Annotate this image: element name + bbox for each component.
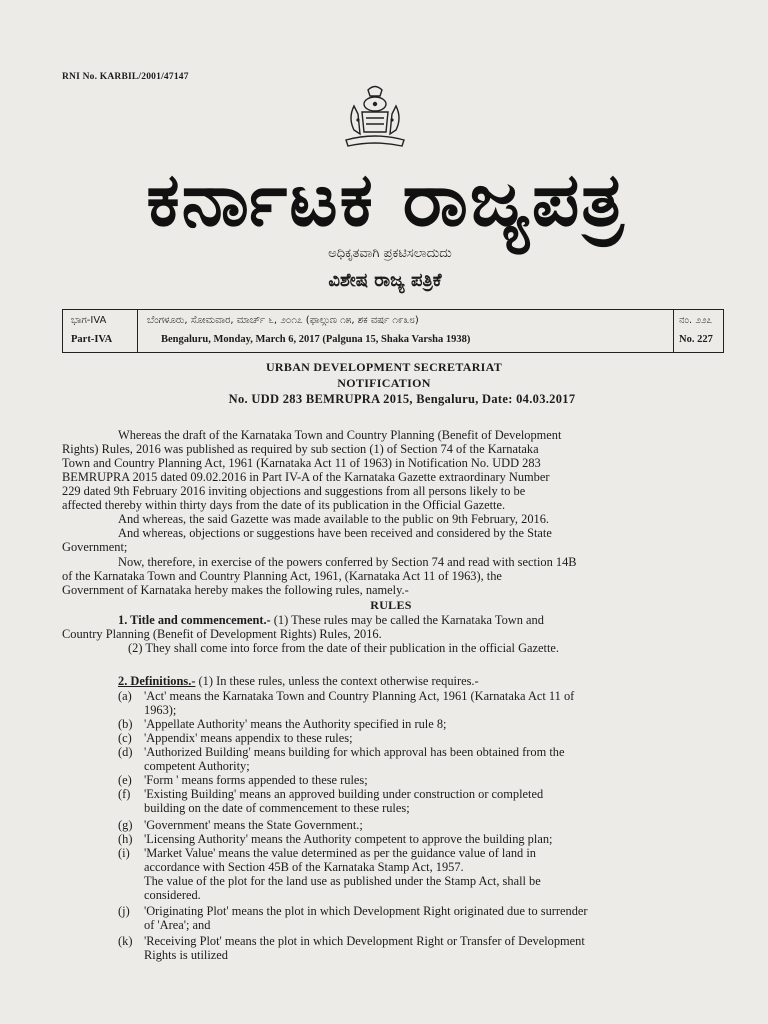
definition-marker: (e) (118, 773, 132, 787)
notification-heading: NOTIFICATION (337, 376, 431, 390)
preamble-line: of the Karnataka Town and Country Planning Act, 1961, (Karnataka Act 11 of 1963), the (62, 569, 502, 583)
gazette-subtitle: ಅಧಿಕೃತವಾಗಿ ಪ್ರಕಟಿಸಲಾದುದು (328, 246, 452, 261)
definition-text: considered. (144, 888, 201, 902)
department-heading: URBAN DEVELOPMENT SECRETARIAT (265, 360, 503, 374)
preamble-line: Government of Karnataka hereby makes the following rules, namely.- (62, 583, 409, 597)
definition-marker: (h) (118, 832, 133, 846)
preamble-line: Whereas the draft of the Karnataka Town and Country Planning (Benefit of Development (118, 428, 562, 442)
definition-text: Rights is utilized (144, 948, 228, 962)
definition-text: 'Existing Building' means an approved building under construction or completed (144, 787, 544, 801)
part-english: Part-IVA (71, 334, 113, 345)
definition-text: of 'Area'; and (144, 918, 211, 932)
rule-2-title: 2. Definitions.- (118, 674, 196, 688)
definition-text: 'Appellate Authority' means the Authority specified in rule 8; (144, 717, 447, 731)
definition-marker: (i) (118, 846, 130, 860)
rule-1-text: (1) These rules may be called the Karnataka Town and (270, 613, 544, 627)
definition-text: 'Appendix' means appendix to these rules; (144, 731, 353, 745)
preamble-line: affected thereby within thirty days from the date of its publication in the Official Gazette. (62, 498, 506, 512)
definition-text: competent Authority; (144, 759, 250, 773)
preamble-line: Now, therefore, in exercise of the powers conferred by Section 74 and read with section 14B (118, 555, 577, 569)
definition-text: 'Receiving Plot' means the plot in which Development Right or Transfer of Development (144, 934, 585, 948)
rule-1-line: Country Planning (Benefit of Development Rights) Rules, 2016. (62, 627, 382, 641)
gazette-title: ಕರ್ನಾಟಕ ರಾಜ್ಯಪತ್ರ (146, 157, 626, 243)
date-english: Bengaluru, Monday, March 6, 2017 (Palguna 15, Shaka Varsha 1938) (161, 334, 471, 345)
definition-marker: (a) (118, 689, 132, 703)
part-cell (63, 310, 138, 352)
date-kannada: ಬೆಂಗಳೂರು, ಸೋಮವಾರ, ಮಾರ್ಚ್ ೬, ೨೦೧೭ (ಫಾಲ್ಗುಣ ೧೫, ಶಕ ವರ್ಷ ೧೯೩೮) (147, 315, 419, 326)
rule-1-title-line (118, 613, 544, 627)
definition-text: accordance with Section 45B of the Karnataka Stamp Act, 1957. (144, 860, 464, 874)
gazette-subtitle-2: ವಿಶೇಷ ರಾಜ್ಯ ಪತ್ರಿಕೆ (328, 270, 442, 291)
number-kannada: ನಂ. ೨೨೭ (679, 315, 713, 326)
definition-marker: (d) (118, 745, 133, 759)
definition-text: 'Originating Plot' means the plot in which Development Right originated due to surrender (144, 904, 588, 918)
state-emblem-icon (340, 84, 410, 150)
definition-marker: (f) (118, 787, 131, 801)
definition-marker: (k) (118, 934, 133, 948)
rules-heading: RULES (370, 598, 412, 612)
definition-text: 'Government' means the State Government.; (144, 818, 363, 832)
definition-text: 1963); (144, 703, 177, 717)
definition-marker: (c) (118, 731, 132, 745)
definition-text: 'Licensing Authority' means the Authority competent to approve the building plan; (144, 832, 553, 846)
number-cell (675, 310, 723, 352)
preamble-line: BEMRUPRA 2015 dated 09.02.2016 in Part IV-A of the Karnataka Gazette extraordinary Number (62, 470, 550, 484)
rni-number: RNI No. KARBIL/2001/47147 (62, 72, 189, 82)
preamble-line: And whereas, objections or suggestions have been received and considered by the State (118, 526, 552, 540)
rule-2-title-line (118, 674, 479, 688)
issue-bar (62, 309, 724, 353)
notification-reference: No. UDD 283 BEMRUPRA 2015, Bengaluru, Date: 04.03.2017 (228, 392, 576, 406)
date-cell (139, 310, 674, 352)
preamble-line: 229 dated 9th February 2016 inviting objections and suggestions from all persons likely to be (62, 484, 526, 498)
part-kannada: ಭಾಗ-IVA (71, 315, 107, 326)
definition-text: The value of the plot for the land use as published under the Stamp Act, shall be (144, 874, 541, 888)
preamble-line: Government; (62, 540, 128, 554)
rule-2-intro: (1) In these rules, unless the context otherwise requires.- (195, 674, 479, 688)
rule-1-title: 1. Title and commencement.- (118, 613, 271, 627)
definition-text: building on the date of commencement to these rules; (144, 801, 410, 815)
definition-text: 'Act' means the Karnataka Town and Country Planning Act, 1961 (Karnataka Act 11 of (144, 689, 575, 703)
preamble-line: Town and Country Planning Act, 1961 (Karnataka Act 11 of 1963) in Notification No. UDD 283 (62, 456, 541, 470)
definition-text: 'Market Value' means the value determined as per the guidance value of land in (144, 846, 536, 860)
definition-marker: (b) (118, 717, 133, 731)
preamble-line: Rights) Rules, 2016 was published as required by sub section (1) of Section 74 of the Karnataka (62, 442, 539, 456)
definition-marker: (j) (118, 904, 130, 918)
definition-text: 'Form ' means forms appended to these rules; (144, 773, 368, 787)
number-english: No. 227 (679, 334, 713, 345)
rule-1-line: (2) They shall come into force from the date of their publication in the official Gazette. (128, 641, 559, 655)
definition-text: 'Authorized Building' means building for which approval has been obtained from the (144, 745, 565, 759)
definition-marker: (g) (118, 818, 133, 832)
preamble-line: And whereas, the said Gazette was made available to the public on 9th February, 2016. (118, 512, 550, 526)
